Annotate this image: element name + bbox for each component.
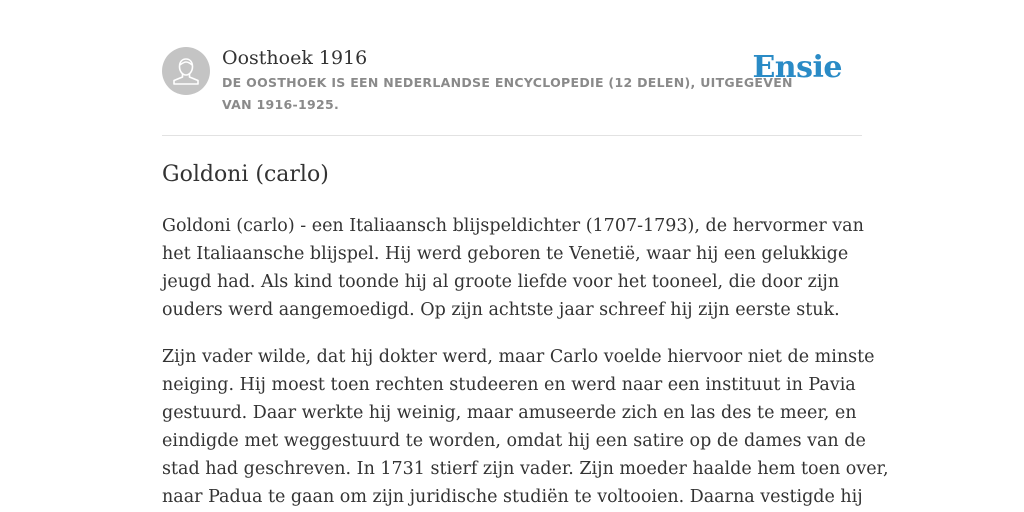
ensie-logo-link[interactable]: Ensie: [752, 50, 842, 85]
header-divider: [162, 135, 862, 136]
text-line: het Italiaansche blijspel. Hij werd geboren te Venetië, waar hij een gelukkige: [162, 244, 849, 264]
text-line: neiging. Hij moest toen rechten studeeren en werd naar een instituut in Pavia: [162, 375, 856, 395]
entry-body: [162, 212, 889, 512]
entry-paragraph: [162, 343, 889, 511]
text-line: Zijn vader wilde, dat hij dokter werd, maar Carlo voelde hiervoor niet de minste: [162, 347, 875, 367]
user-icon: [162, 47, 210, 95]
text-line: ouders werd aangemoedigd. Op zijn achtste jaar schreef hij zijn eerste stuk.: [162, 300, 840, 320]
text-line: naar Padua te gaan om zijn juridische studiën te voltooien. Daarna vestigde hij: [162, 487, 863, 507]
text-line: eindigde met weggestuurd te worden, omdat hij een satire op de dames van de: [162, 431, 866, 451]
entry-paragraph: [162, 212, 862, 324]
avatar[interactable]: [162, 47, 210, 95]
source-description-line: VAN 1916-1925.: [222, 97, 340, 112]
text-line: Goldoni (carlo) - een Italiaansch blijspeldichter (1707-1793), de hervormer van: [162, 216, 864, 236]
text-line: stad had geschreven. In 1731 stierf zijn vader. Zijn moeder haalde hem toen over,: [162, 459, 889, 479]
source-description: [222, 72, 793, 116]
text-line: gestuurd. Daar werkte hij weinig, maar amuseerde zich en las des te meer, en: [162, 403, 857, 423]
entry-title: Goldoni (carlo): [162, 162, 329, 187]
text-line: jeugd had. Als kind toonde hij al groote liefde voor het tooneel, die door zijn: [162, 272, 840, 292]
source-description-line: DE OOSTHOEK IS EEN NEDERLANDSE ENCYCLOPEDIE (12 DELEN), UITGEGEVEN: [222, 75, 793, 90]
source-header: [162, 46, 862, 136]
source-title[interactable]: Oosthoek 1916: [222, 47, 368, 69]
